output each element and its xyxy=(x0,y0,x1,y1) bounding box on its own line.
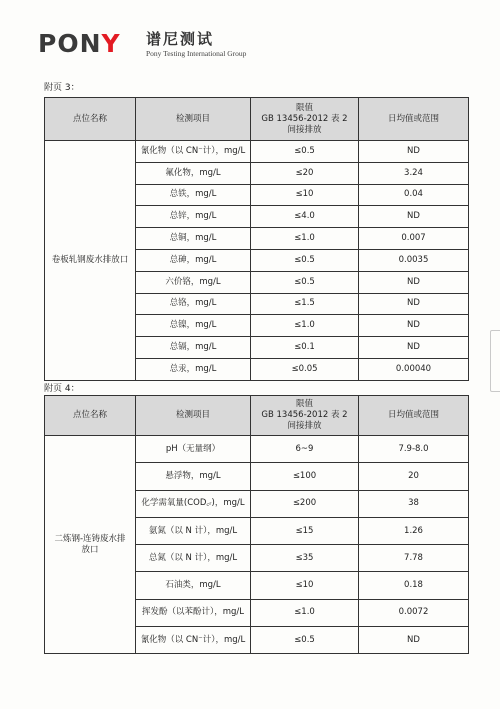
pony-logo xyxy=(38,31,121,57)
value-cell: 3.24 xyxy=(359,162,469,184)
brand-block xyxy=(146,30,246,59)
value-cell: 0.0072 xyxy=(359,599,469,626)
value-cell: 0.04 xyxy=(359,184,469,206)
item-cell: pH（无量纲） xyxy=(136,436,251,463)
table3-caption: 附页 3： xyxy=(44,83,80,93)
item-cell: 氰化物（以 CN⁻计），mg/L xyxy=(136,141,251,163)
limit-cell: ≤15 xyxy=(251,517,359,544)
brand-name-en: Pony Testing International Group xyxy=(146,49,247,58)
item-cell: 总镍，mg/L xyxy=(136,315,251,337)
limit-cell: ≤20 xyxy=(251,162,359,184)
header-limit-line3: 间接排放 xyxy=(287,124,322,135)
item-cell: 悬浮物，mg/L xyxy=(136,463,251,490)
item-cell: 氨氮（以 N 计），mg/L xyxy=(136,517,251,544)
header-limit-line3: 间接排放 xyxy=(287,421,322,431)
table4-header-row xyxy=(45,396,469,436)
limit-cell: ≤100 xyxy=(251,463,359,490)
table3 xyxy=(44,97,469,381)
value-cell: 1.26 xyxy=(359,517,469,544)
limit-cell: ≤0.5 xyxy=(251,141,359,163)
item-cell: 氟化物，mg/L xyxy=(136,162,251,184)
value-cell: 0.0035 xyxy=(359,249,469,271)
item-cell: 化学需氧量(COD꜀ᵣ)，mg/L xyxy=(136,490,251,517)
location-name-line: 放口 xyxy=(81,544,99,555)
item-cell: 总氮（以 N 计），mg/L xyxy=(136,545,251,572)
header-location: 点位名称 xyxy=(45,98,136,141)
value-cell: 0.18 xyxy=(359,572,469,599)
header-limit xyxy=(251,98,359,141)
header-value: 日均值或范围 xyxy=(359,98,469,141)
limit-cell: ≤0.5 xyxy=(251,271,359,293)
item-cell: 挥发酚（以苯酚计），mg/L xyxy=(136,599,251,626)
limit-cell: ≤200 xyxy=(251,490,359,517)
value-cell: ND xyxy=(359,337,469,359)
item-cell: 总铬，mg/L xyxy=(136,293,251,315)
header-limit-line1: 限值 xyxy=(295,399,313,409)
item-cell: 氰化物（以 CN⁻计），mg/L xyxy=(136,627,251,654)
header-limit-line1: 限值 xyxy=(295,102,313,113)
value-cell: 38 xyxy=(359,490,469,517)
limit-cell: ≤0.5 xyxy=(251,249,359,271)
limit-cell: ≤0.1 xyxy=(251,337,359,359)
logo-accent-letter: Y xyxy=(101,29,121,58)
header-item: 检测项目 xyxy=(136,98,251,141)
limit-cell: ≤1.5 xyxy=(251,293,359,315)
limit-cell: ≤1.0 xyxy=(251,228,359,250)
header-value: 日均值或范围 xyxy=(359,396,469,436)
item-cell: 总镉，mg/L xyxy=(136,337,251,359)
table4-caption: 附页 4： xyxy=(44,384,80,394)
limit-cell: ≤10 xyxy=(251,184,359,206)
table3-header-row xyxy=(45,98,469,141)
brand-name-cn: 谱尼测试 xyxy=(146,30,215,48)
limit-cell: ≤4.0 xyxy=(251,206,359,228)
limit-cell: ≤1.0 xyxy=(251,315,359,337)
value-cell: ND xyxy=(359,271,469,293)
limit-cell: ≤1.0 xyxy=(251,599,359,626)
item-cell: 总铁，mg/L xyxy=(136,184,251,206)
location-name: 卷板轧钢废水排放口 xyxy=(51,254,129,265)
value-cell: ND xyxy=(359,627,469,654)
table-row xyxy=(45,141,469,163)
item-cell: 总汞，mg/L xyxy=(136,358,251,380)
item-cell: 总锌，mg/L xyxy=(136,206,251,228)
value-cell: 20 xyxy=(359,463,469,490)
limit-cell: ≤0.5 xyxy=(251,627,359,654)
header-location: 点位名称 xyxy=(45,396,136,436)
item-cell: 总铜，mg/L xyxy=(136,228,251,250)
header-limit-line2: GB 13456-2012 表 2 xyxy=(261,113,348,124)
header-limit-line2: GB 13456-2012 表 2 xyxy=(261,410,348,420)
location-name-line: 二炼钢-连铸废水排 xyxy=(54,533,126,544)
item-cell: 六价铬，mg/L xyxy=(136,271,251,293)
header-limit xyxy=(251,396,359,436)
table-row xyxy=(45,436,469,463)
value-cell: 0.00040 xyxy=(359,358,469,380)
header-item: 检测项目 xyxy=(136,396,251,436)
limit-cell: 6~9 xyxy=(251,436,359,463)
value-cell: 7.78 xyxy=(359,545,469,572)
location-cell xyxy=(45,436,136,654)
value-cell: ND xyxy=(359,315,469,337)
logo-text: PONY xyxy=(38,29,121,58)
table4 xyxy=(44,395,469,654)
limit-cell: ≤10 xyxy=(251,572,359,599)
seam-stamp-mark xyxy=(490,330,500,392)
item-cell: 总砷，mg/L xyxy=(136,249,251,271)
value-cell: 7.9-8.0 xyxy=(359,436,469,463)
value-cell: ND xyxy=(359,141,469,163)
item-cell: 石油类，mg/L xyxy=(136,572,251,599)
limit-cell: ≤35 xyxy=(251,545,359,572)
value-cell: ND xyxy=(359,206,469,228)
value-cell: 0.007 xyxy=(359,228,469,250)
value-cell: ND xyxy=(359,293,469,315)
location-cell xyxy=(45,141,136,381)
limit-cell: ≤0.05 xyxy=(251,358,359,380)
